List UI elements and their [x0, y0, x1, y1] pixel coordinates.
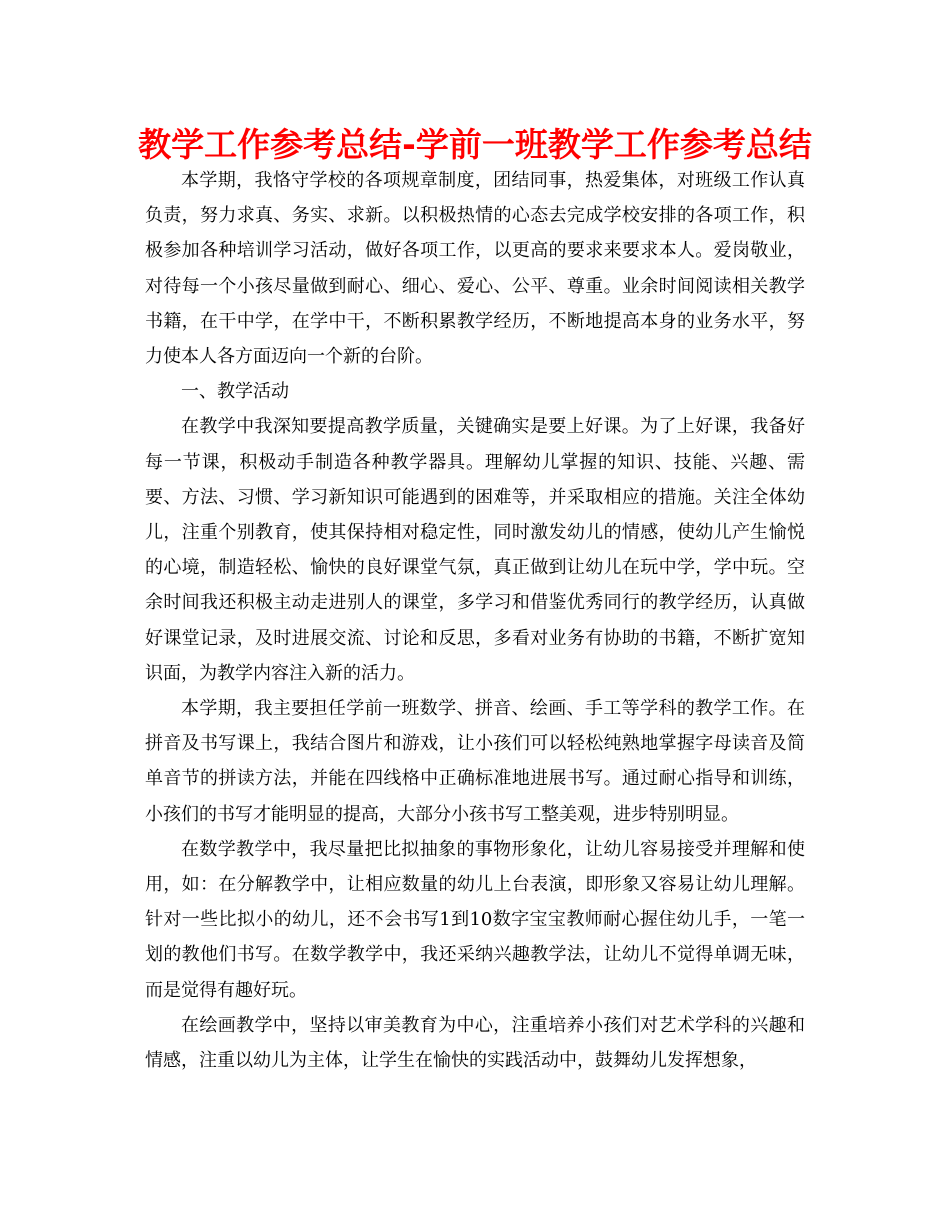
paragraph-teaching-quality: 在教学中我深知要提高教学质量，关键确实是要上好课。为了上好课，我备好每一节课，积极动手制造各种教学器具。理解幼儿掌握的知识、技能、兴趣、需要、方法、习惯、学习新知识可能遇到的困难等，并采取相应的措施。关注全体幼儿，注重个别教育，使其保持相对稳定性，同时激发幼儿的情感，使幼儿产生愉悦的心境，制造轻松、愉快的良好课堂气氛，真正做到让幼儿在玩中学，学中玩。空余时间我还积极主动走进别人的课堂，多学习和借鉴优秀同行的教学经历，认真做好课堂记录，及时进展交流、讨论和反思，多看对业务有协助的书籍，不断扩宽知识面，为教学内容注入新的活力。 — [145, 416, 805, 684]
paragraph-intro: 本学期，我恪守学校的各项规章制度，团结同事，热爱集体，对班级工作认真负责，努力求真、务实、求新。以积极热情的心态去完成学校安排的各项工作，积极参加各种培训学习活动，做好各项工作，以更高的要求来要求本人。爱岗敬业，对待每一个小孩尽量做到耐心、细心、爱心、公平、尊重。业余时间阅读相关教学书籍，在干中学，在学中干，不断积累教学经历，不断地提高本身的业务水平，努力使本人各方面迈向一个新的台阶。 — [145, 170, 805, 368]
paragraph-math-teaching: 在数学教学中，我尽量把比拟抽象的事物形象化，让幼儿容易接受并理解和使用，如：在分解教学中，让相应数量的幼儿上台表演，即形象又容易让幼儿理解。针对一些比拟小的幼儿，还不会书写1到10数字宝宝教师耐心握住幼儿手，一笔一划的教他们书写。在数学教学中，我还采纳兴趣教学法，让幼儿不觉得单调无味，而是觉得有趣好玩。 — [145, 838, 805, 1001]
document-body — [145, 163, 805, 1078]
document-title: 教学工作参考总结-学前一班教学工作参考总结 — [138, 125, 812, 164]
paragraph-art-teaching: 在绘画教学中，坚持以审美教育为中心，注重培养小孩们对艺术学科的兴趣和情感，注重以幼儿为主体，让学生在愉快的实践活动中，鼓舞幼儿发挥想象， — [145, 1014, 805, 1072]
section-heading-teaching-activities: 一、教学活动 — [181, 381, 289, 403]
paragraph-pinyin-teaching: 本学期，我主要担任学前一班数学、拼音、绘画、手工等学科的教学工作。在拼音及书写课上，我结合图片和游戏，让小孩们可以轻松纯熟地掌握字母读音及简单音节的拼读方法，并能在四线格中正确标准地进展书写。通过耐心指导和训练，小孩们的书写才能明显的提高，大部分小孩书写工整美观，进步特别明显。 — [145, 698, 805, 825]
